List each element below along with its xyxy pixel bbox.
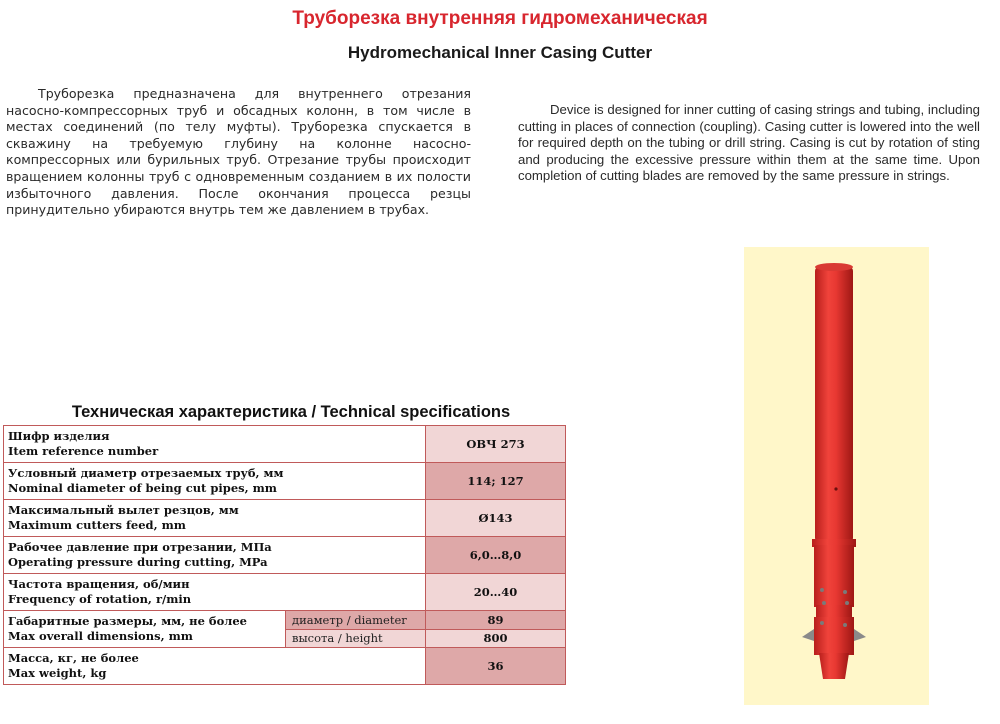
title-ru: Труборезка внутренняя гидромеханическая xyxy=(292,8,708,29)
spec-label-en: Operating pressure during cutting, MPa xyxy=(8,555,268,569)
spec-label-en: Max weight, kg xyxy=(8,666,107,680)
spec-row xyxy=(4,648,566,685)
spec-label-ru: Рабочее давление при отрезании, МПа xyxy=(8,540,272,554)
spec-label-en: Item reference number xyxy=(8,444,159,458)
spec-label xyxy=(4,611,286,648)
spec-value: 36 xyxy=(426,648,566,685)
spec-label-ru: Масса, кг, не более xyxy=(8,651,139,665)
spec-label-ru: Шифр изделия xyxy=(8,429,110,443)
description-en: Device is designed for inner cutting of casing strings and tubing, including cutting in places of connection (coupling). Casing cutter is lowered into the well for required depth on the tubing or drill string. Casing is cut by rotation of sting and producing the excessive pressure within them at the same time. Upon completion of cutting blades are removed by the same pressure in strings. xyxy=(518,102,980,184)
title-en: Hydromechanical Inner Casing Cutter xyxy=(347,43,653,62)
spec-value: 114; 127 xyxy=(426,463,566,500)
spec-value: 20…40 xyxy=(426,574,566,611)
tool-photo xyxy=(744,247,929,705)
spec-label xyxy=(4,426,426,463)
spec-row xyxy=(4,537,566,574)
spec-label xyxy=(4,537,426,574)
spec-label-en: Frequency of rotation, r/min xyxy=(8,592,192,606)
spec-row xyxy=(4,500,566,537)
spec-label-ru: Условный диаметр отрезаемых труб, мм xyxy=(8,466,284,480)
spec-label-ru: Частота вращения, об/мин xyxy=(8,577,190,591)
spec-value: 89 xyxy=(426,611,566,630)
spec-label-ru: Максимальный вылет резцов, мм xyxy=(8,503,239,517)
spec-label xyxy=(4,574,426,611)
spec-value: Ø143 xyxy=(426,500,566,537)
spec-sub-label: диаметр / diameter xyxy=(286,611,426,630)
spec-row xyxy=(4,574,566,611)
spec-label xyxy=(4,648,426,685)
spec-value: 6,0…8,0 xyxy=(426,537,566,574)
spec-label xyxy=(4,500,426,537)
casing-cutter-illustration xyxy=(744,247,929,705)
spec-row xyxy=(4,611,566,630)
spec-label-en: Maximum cutters feed, mm xyxy=(8,518,186,532)
spec-label-ru: Габаритные размеры, мм, не более xyxy=(8,614,247,628)
spec-label xyxy=(4,463,426,500)
spec-row xyxy=(4,426,566,463)
spec-row xyxy=(4,463,566,500)
spec-label-en: Nominal diameter of being cut pipes, mm xyxy=(8,481,277,495)
specs-title: Техническая характеристика / Technical specifications xyxy=(71,403,511,421)
spec-value: ОВЧ 273 xyxy=(426,426,566,463)
specs-table xyxy=(3,425,566,685)
spec-sub-label: высота / height xyxy=(286,629,426,648)
spec-label-en: Max overall dimensions, mm xyxy=(8,629,193,643)
spec-value: 800 xyxy=(426,629,566,648)
description-ru: Труборезка предназначена для внутреннего отрезания насосно-компрессорных труб и обсадных колонн, в том числе в местах соединений (по телу муфты). Труборезка спускается в скважину на требуемую глубину на колонне насосно-компрессорных или бурильных труб. Отрезание трубы происходит вращением колонны труб с одновременным созданием в их полости избыточного давления. После окончания процесса резцы принудительно убираются внутрь тем же давлением в трубах. xyxy=(6,86,471,218)
